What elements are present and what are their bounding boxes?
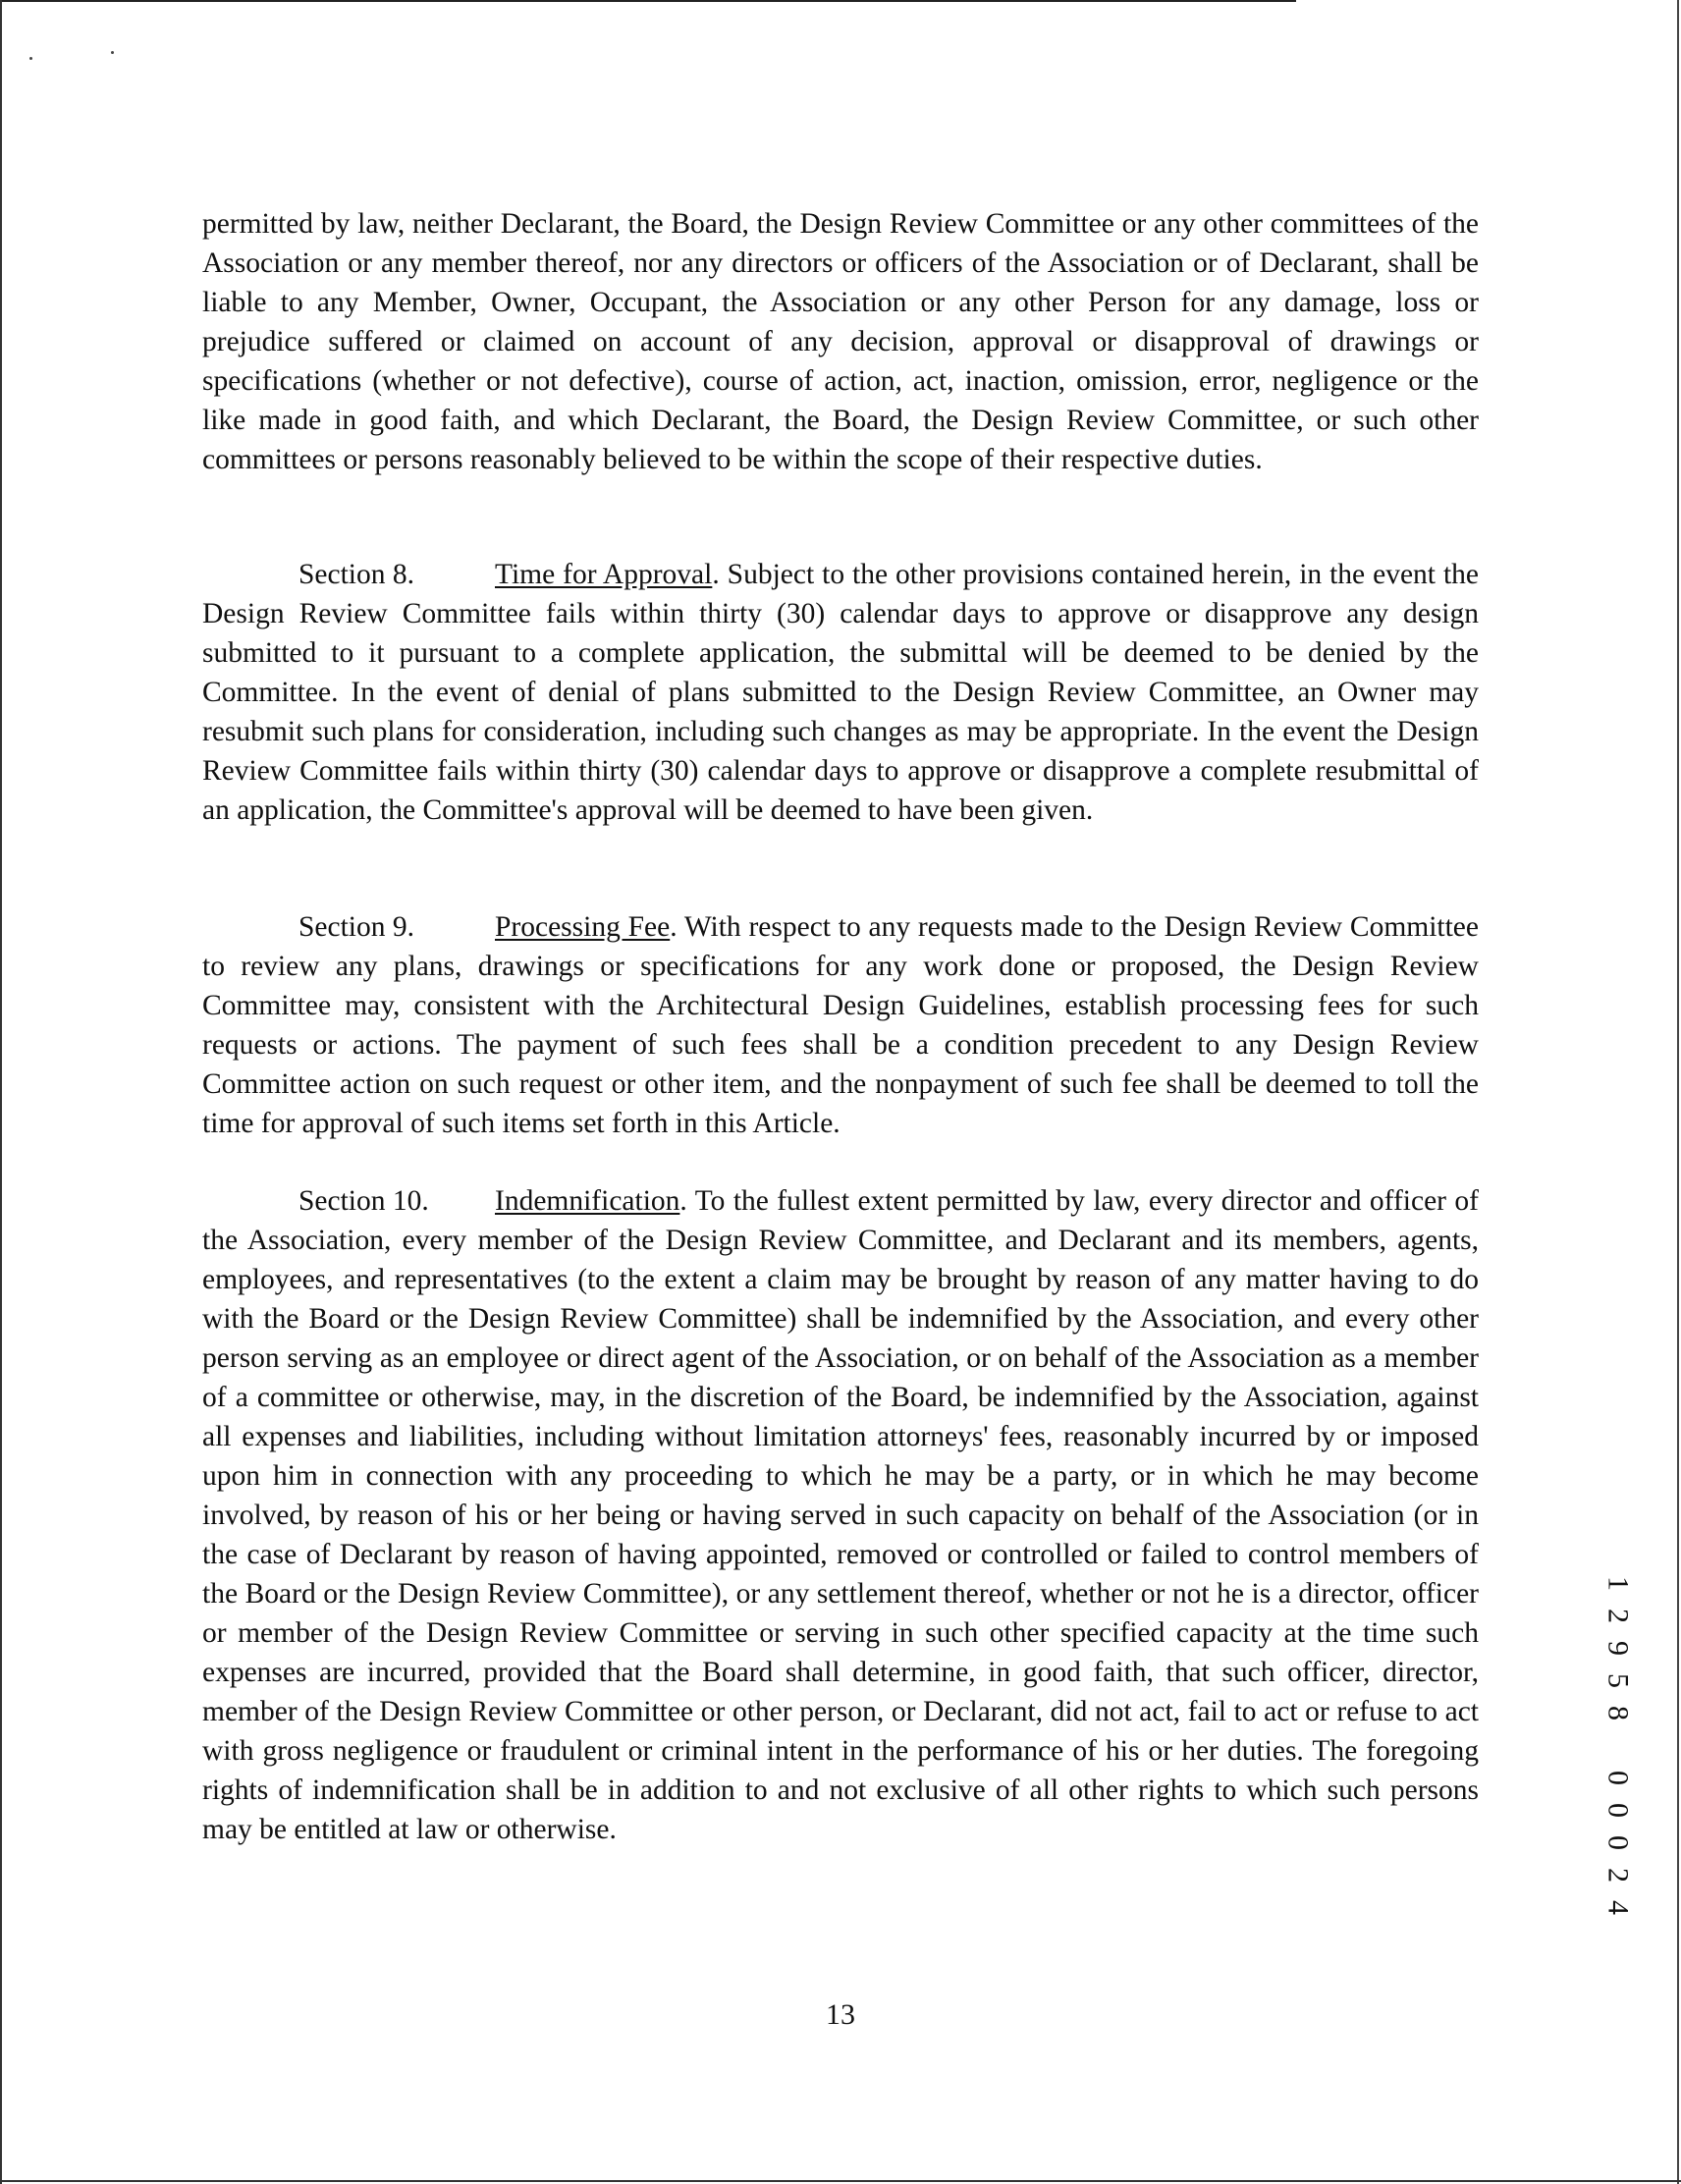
section-8-body: . Subject to the other provisions contained herein, in the event the Design Review Committee fails within thirty (30) calendar days to approve or disapprove any design submitted to it pursuant to a complete application, the submittal will be deemed to be denied by the Committee. In the event of denial of plans submitted to the Design Review Committee, an Owner may resubmit such plans for consideration, including such changes as may be appropriate. In the event the Design Review Committee fails within thirty (30) calendar days to approve or disapprove a complete resubmittal of an application, the Committee's approval will be deemed to have been given. <box>202 559 1479 826</box>
stamp-character: 5 <box>1601 1673 1635 1688</box>
section-10-title: Indemnification <box>495 1185 680 1217</box>
scan-speck <box>29 57 32 60</box>
scan-edge-bottom <box>0 2180 1681 2182</box>
stamp-character: 2 <box>1601 1609 1635 1623</box>
scan-edge-left <box>0 0 2 2184</box>
stamp-character: 0 <box>1601 1803 1635 1818</box>
stamp-character: 1 <box>1601 1576 1635 1591</box>
intro-paragraph: permitted by law, neither Declarant, the Board, the Design Review Committee or any other committees of the Association or any member thereof, nor any directors or officers of the Association or of Declarant, shall be liable to any Member, Owner, Occupant, the Association or any other Person for any damage, loss or prejudice suffered or claimed on account of any decision, approval or disapproval of drawings or specifications (whether or not defective), course of action, act, inaction, omission, error, negligence or the like made in good faith, and which Declarant, the Board, the Design Review Committee, or such other committees or persons reasonably believed to be within the scope of their respective duties. <box>202 208 1479 475</box>
section-8-label: Section 8. <box>298 559 414 590</box>
section-10-label: Section 10. <box>298 1185 429 1217</box>
stamp-character: 2 <box>1601 1868 1635 1883</box>
stamp-glyphs <box>1599 1567 1638 1924</box>
stamp-gap <box>1599 1729 1638 1762</box>
section-8-paragraph <box>202 555 1479 830</box>
section-10-paragraph <box>202 1181 1479 1849</box>
stamp-character: 0 <box>1601 1835 1635 1850</box>
section-9-label: Section 9. <box>298 911 414 943</box>
margin-recording-stamp <box>1599 1567 1638 1924</box>
stamp-character: 9 <box>1601 1641 1635 1656</box>
scan-edge-top <box>0 0 1296 2</box>
stamp-character: 4 <box>1601 1900 1635 1915</box>
scan-speck <box>111 51 114 54</box>
section-10-body: . To the fullest extent permitted by law, every director and officer of the Association, every member of the Design Review Committee, and Declarant and its members, agents, employees, and representatives (to the extent a claim may be brought by reason of any matter having to do with the Board or the Design Review Committee) shall be indemnified by the Association, and every other person serving as an employee or direct agent of the Association, or on behalf of the Association as a member of a committee or otherwise, may, in the discretion of the Board, be indemnified by the Association, against all expenses and liabilities, including without limitation attorneys' fees, reasonably incurred by or imposed upon him in connection with any proceeding to which he may be a party, or in which he may become involved, by reason of his or her being or having served in such capacity on behalf of the Association (or in the case of Declarant by reason of having appointed, removed or controlled or failed to control members of the Board or the Design Review Committee), or any settlement thereof, whether or not he is a director, officer or member of the Design Review Committee or serving in such other specified capacity at the time such expenses are incurred, provided that the Board shall determine, in good faith, that such officer, director, member of the Design Review Committee or other person, or Declarant, did not act, fail to act or refuse to act with gross negligence or fraudulent or criminal intent in the performance of his or her duties. The foregoing rights of indemnification shall be in addition to and not exclusive of all other rights to which such persons may be entitled at law or otherwise. <box>202 1185 1479 1845</box>
section-9-title: Processing Fee <box>495 911 671 943</box>
stamp-character: 8 <box>1601 1706 1635 1720</box>
section-9-body: . With respect to any requests made to the Design Review Committee to review any plans, drawings or specifications for any work done or proposed, the Design Review Committee may, consistent with the Architectural Design Guidelines, establish processing fees for such requests or actions. The payment of such fees shall be a condition precedent to any Design Review Committee action on such request or other item, and the nonpayment of such fee shall be deemed to toll the time for approval of such items set forth in this Article. <box>202 911 1479 1139</box>
page-number: 13 <box>826 1998 855 2031</box>
section-8-title: Time for Approval <box>495 559 713 590</box>
section-9-paragraph <box>202 907 1479 1143</box>
scan-edge-right <box>1677 0 1679 2184</box>
stamp-character: 0 <box>1601 1771 1635 1785</box>
